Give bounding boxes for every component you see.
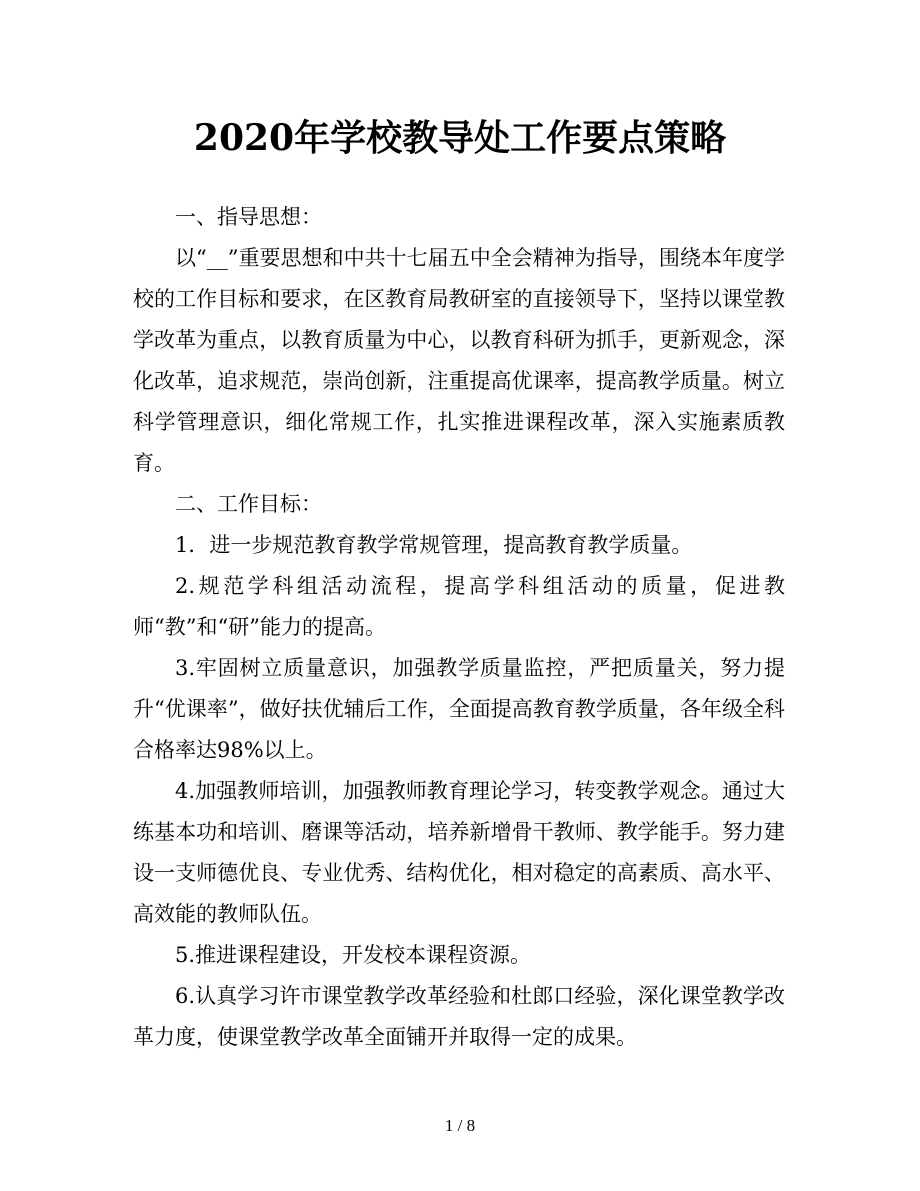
goal-item-3: 3.牢固树立质量意识，加强教学质量监控，严把质量关，努力提升“优课率”，做好扶优辅后工作，全面提高教育教学质量，各年级全科合格率达98%以上。	[133, 656, 785, 762]
goal-item-4: 4.加强教师培训，加强教师教育理论学习，转变教学观念。通过大练基本功和培训、磨课等活动，培养新增骨干教师、教学能手。努力建设一支师德优良、专业优秀、结构优化，相对稳定的高素质、高水平、高效能的教师队伍。	[133, 779, 785, 926]
document-body	[133, 197, 785, 1058]
paragraph-guiding-ideology: 以“__”重要思想和中共十七届五中全会精神为指导，围绕本年度学校的工作目标和要求，在区教育局教研室的直接领导下，坚持以课堂教学改革为重点，以教育质量为中心，以教育科研为抓手，更新观念，深化改革，追求规范，崇尚创新，注重提高优课率，提高教学质量。树立科学管理意识，细化常规工作，扎实推进课程改革，深入实施素质教育。	[133, 246, 785, 475]
section-heading-work-goals: 二、工作目标：	[175, 492, 322, 516]
page-number: 1 / 8	[444, 1116, 476, 1135]
document-title: 2020年学校教导处工作要点策略	[193, 117, 727, 159]
goal-item-5: 5.推进课程建设，开发校本课程资源。	[175, 943, 532, 967]
section-heading-guiding-ideology: 一、指导思想：	[175, 205, 322, 229]
goal-item-6: 6.认真学习许市课堂教学改革经验和杜郎口经验，深化课堂教学改革力度，使课堂教学改革全面铺开并取得一定的成果。	[133, 984, 785, 1049]
goal-item-2: 2.规范学科组活动流程，提高学科组活动的质量，促进教师“教”和“研”能力的提高。	[133, 574, 785, 639]
goal-item-1: 1．进一步规范教育教学常规管理，提高教育教学质量。	[175, 533, 693, 557]
